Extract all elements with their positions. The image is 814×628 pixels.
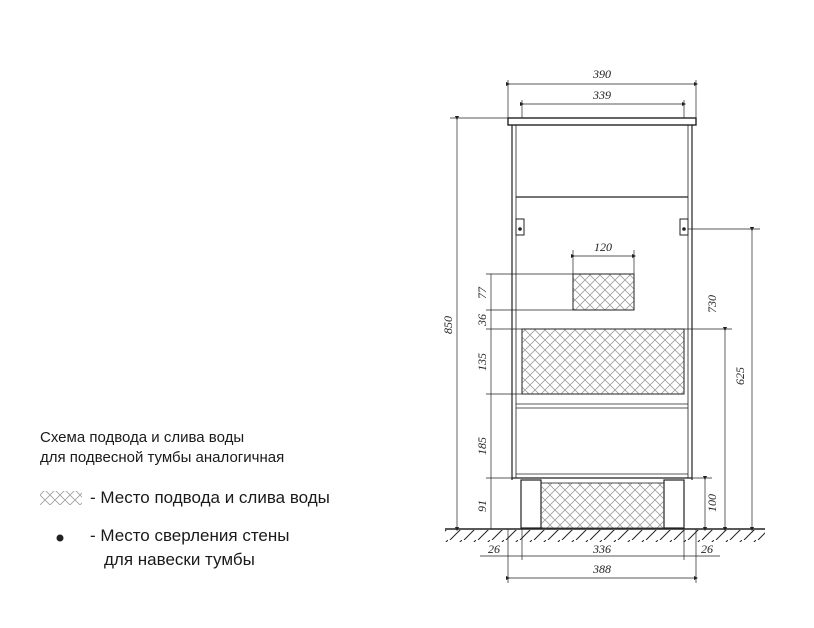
floor-line (445, 529, 765, 542)
dim-left-36: 36 (475, 314, 489, 326)
dim-bottom-total: 388 (593, 562, 611, 576)
dim-top-total: 390 (593, 67, 611, 81)
dim-wall-mount-height: 730 (705, 295, 719, 313)
mount-bracket-right (680, 219, 688, 235)
dim-left-185: 185 (475, 437, 489, 455)
dim-right-100: 100 (705, 494, 719, 512)
dim-bottom-right-gap: 26 (701, 542, 713, 556)
hatch-zone-bottom (541, 483, 664, 528)
caption-line-1: Схема подвода и слива воды (40, 429, 245, 446)
dim-left-91: 91 (475, 500, 489, 512)
dim-top-inner: 339 (593, 88, 611, 102)
hatch-zone-upper (573, 274, 634, 310)
caption-line-2: для подвесной тумбы аналогичная (40, 449, 285, 466)
legend-hatch-swatch (40, 491, 82, 505)
mount-bracket-left (516, 219, 524, 235)
dim-left-135: 135 (475, 353, 489, 371)
legend-hatch-label: - Место подвода и слива воды (90, 488, 330, 507)
dim-bottom-inner: 336 (593, 542, 611, 556)
dim-hatch-upper-height: 625 (733, 367, 747, 385)
legend-dot-label-2: для навески тумбы (104, 550, 255, 569)
dim-opening-width: 120 (594, 240, 612, 254)
hatch-zone-middle (522, 329, 684, 394)
legend-dot-icon (57, 535, 64, 542)
cabinet-outline (508, 118, 696, 528)
dim-left-77: 77 (475, 287, 489, 299)
dim-bottom-left-gap: 26 (488, 542, 500, 556)
dim-total-height: 850 (441, 316, 455, 334)
legend-dot-label-1: - Место сверления стены (90, 526, 290, 545)
